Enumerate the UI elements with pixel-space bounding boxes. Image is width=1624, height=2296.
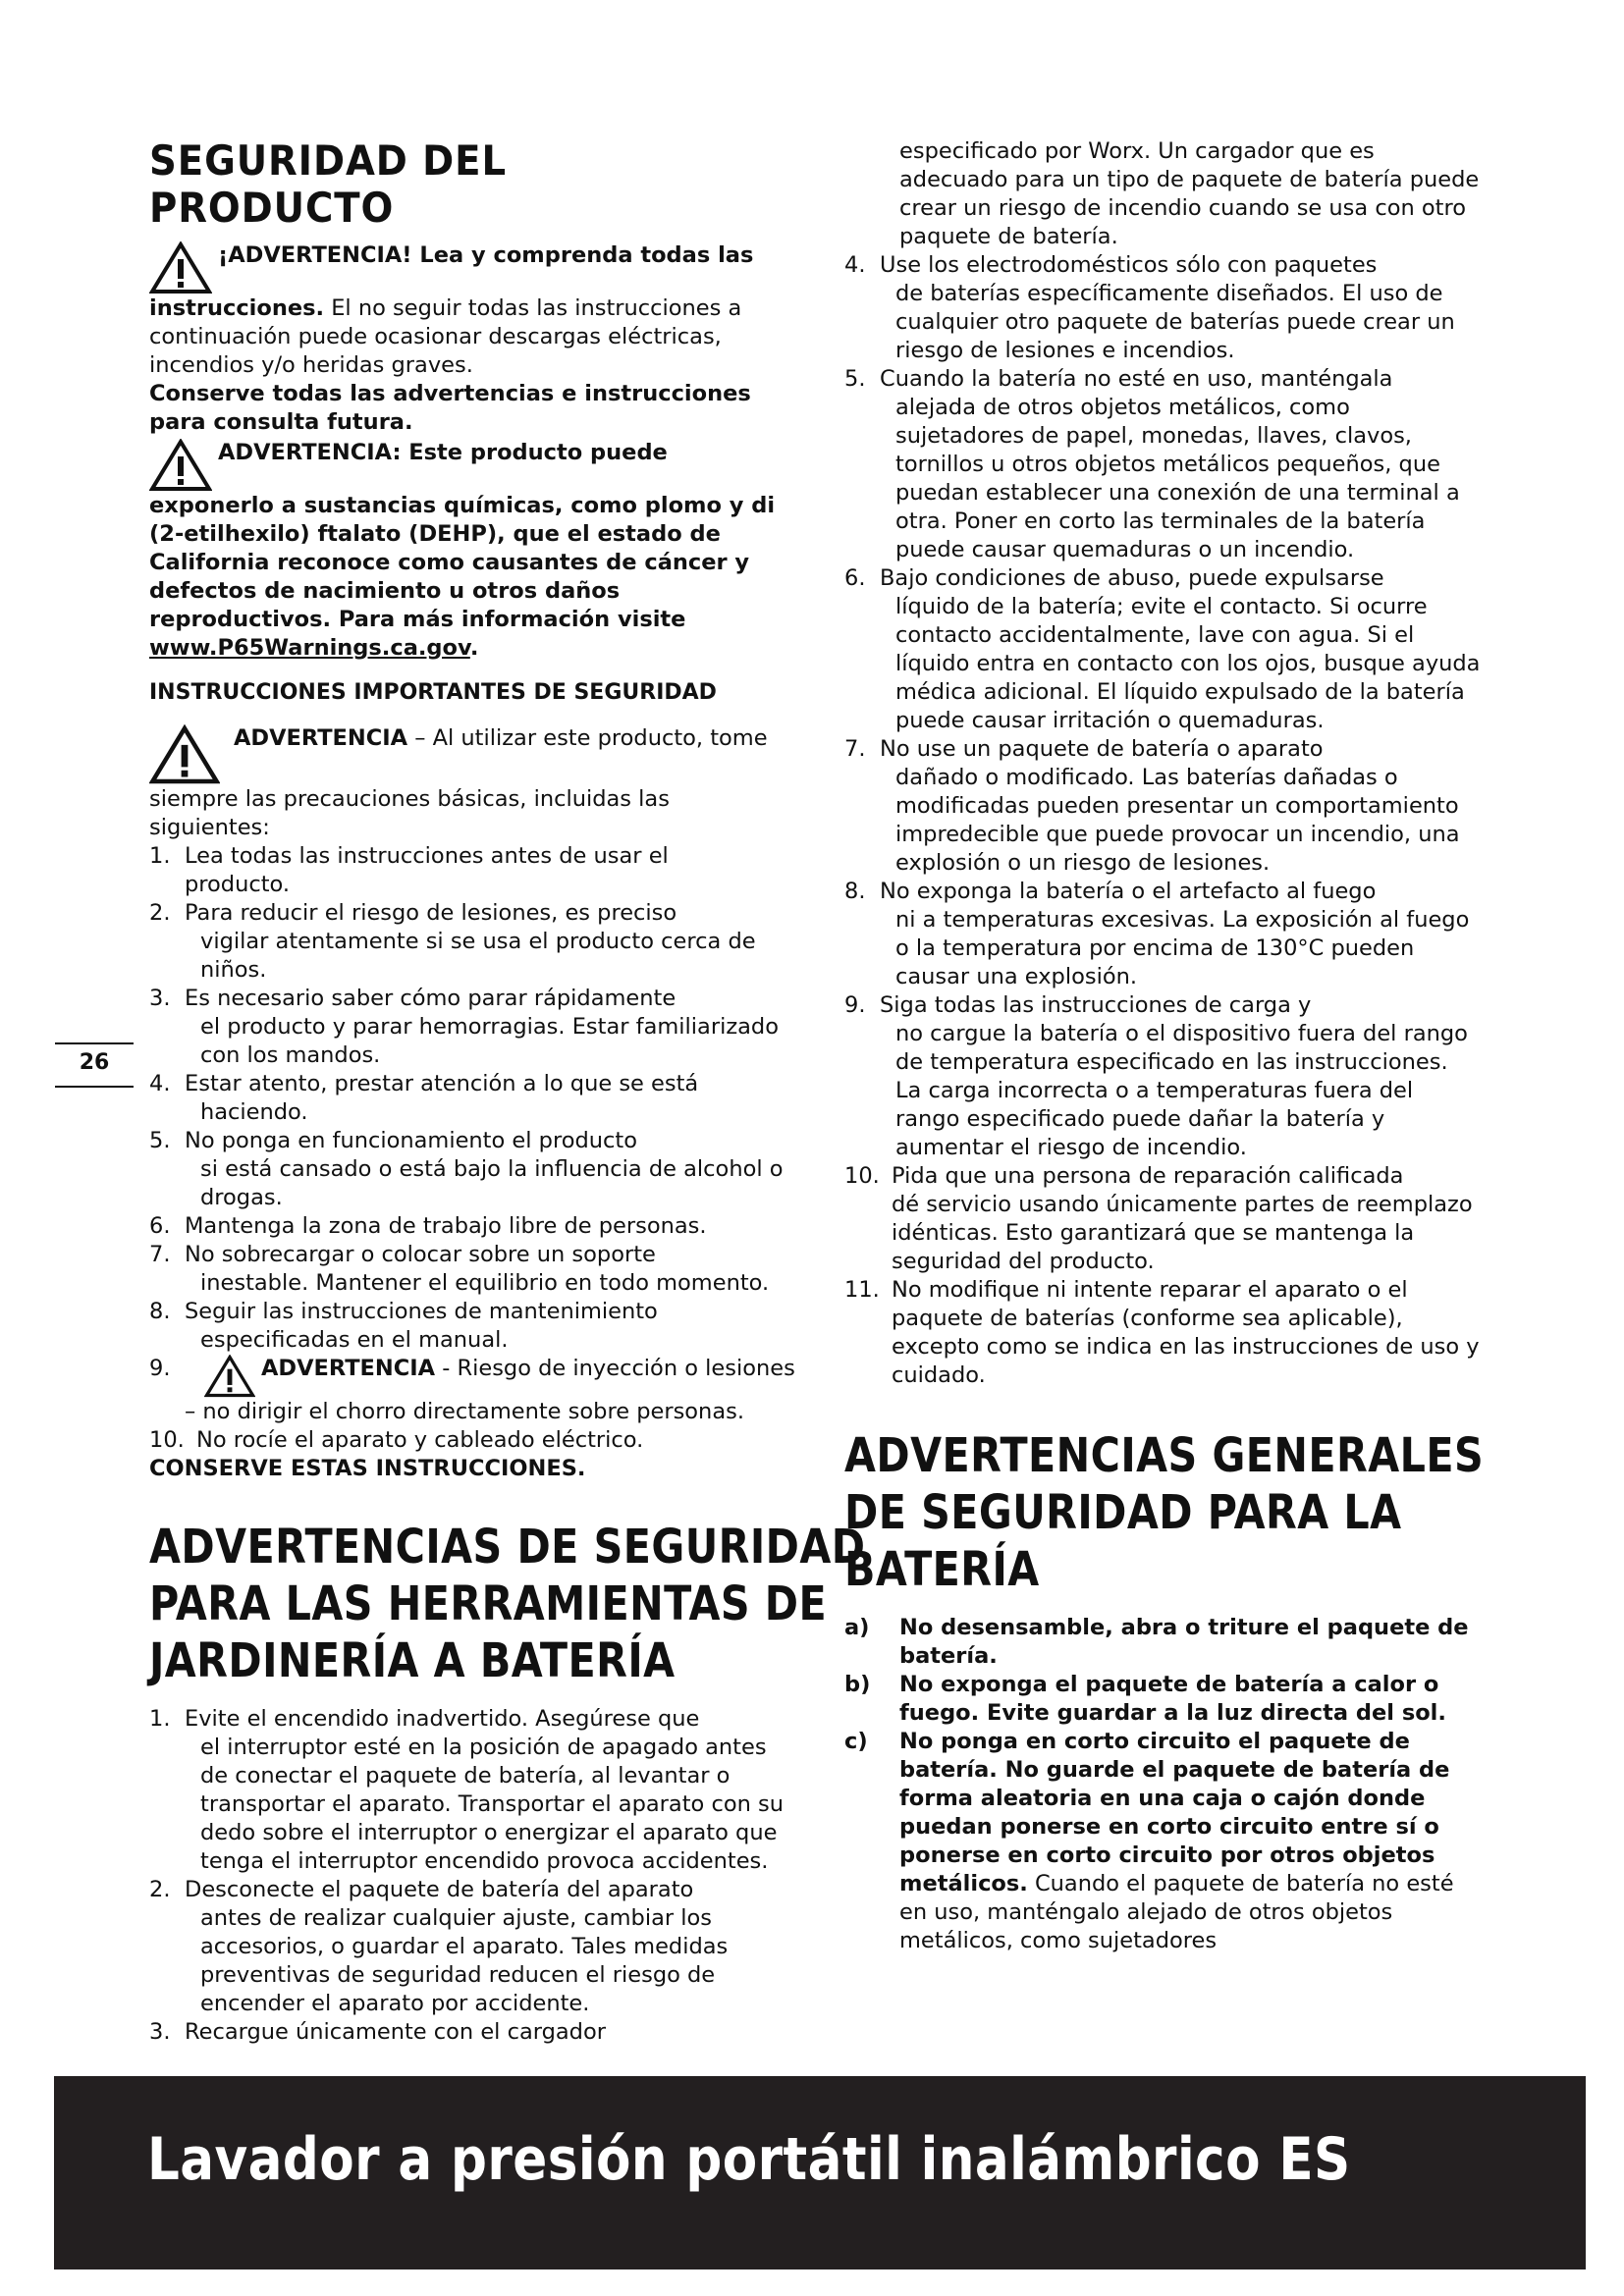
list-item: 3. Es necesario saber cómo parar rápidamente el producto y parar hemorragias. Estar familiarizado con los mandos.	[149, 986, 779, 1068]
list-item: 4. Use los electrodomésticos sólo con paquetes de baterías específicamente diseñados. El uso de cualquier otro paquete de baterías puede crear un riesgo de lesiones e incendios.	[844, 252, 1455, 363]
charger-continued-text: especificado por Worx. Un cargador que es adecuado para un tipo de paquete de batería puede crear un riesgo de incendio cuando se usa con otro paquete de batería.	[899, 138, 1480, 249]
p65-link[interactable]: www.P65Warnings.ca.gov	[149, 635, 470, 661]
warning-triangle-icon	[149, 241, 212, 294]
list-item: 10. No rocíe el aparato y cableado eléctrico.	[149, 1427, 644, 1453]
section-title-product-safety: SEGURIDAD DEL PRODUCTO	[149, 136, 508, 232]
list-item: 2. Desconecte el paquete de batería del aparato antes de realizar cualquier ajuste, cambiar los accesorios, o guardar el aparato. Tales medidas preventivas de seguridad reducen el riesgo de encender el aparato por accidente.	[149, 1877, 729, 2016]
page-number: 26	[79, 1050, 110, 1075]
safety-instructions-list	[149, 842, 795, 1455]
warning-basic-precautions: ADVERTENCIA – Al utilizar este producto, tome siempre las precauciones básicas, incluidas las siguientes:	[149, 725, 768, 840]
list-item: 1. Lea todas las instrucciones antes de usar el producto.	[149, 843, 669, 897]
battery-safety-list	[844, 251, 1481, 1390]
page-number-rule-bottom	[55, 1086, 134, 1088]
list-item: 7. No use un paquete de batería o aparato dañado o modificado. Las baterías dañadas o modificadas pueden presentar un comportamiento impredecible que puede provocar un incendio, una explosión o un riesgo de lesiones.	[844, 736, 1460, 876]
list-item: 11. No modifique ni intente reparar el aparato o el paquete de baterías (conforme sea aplicable), excepto como se indica en las instrucciones de uso y cuidado.	[844, 1277, 1480, 1388]
right-column	[844, 137, 1485, 1955]
warning-prop65: ADVERTENCIA: Este producto puede exponerlo a sustancias químicas, como plomo y di (2-etilhexilo) ftalato (DEHP), que el estado de California reconoce como causantes de cáncer y defectos de nacimiento u otros daños reproductivos. Para más información visite www.P65Warnings.ca.gov.	[149, 440, 776, 661]
list-item: 1. Evite el encendido inadvertido. Asegúrese que el interruptor esté en la posición de apagado antes de conectar el paquete de batería, al levantar o transportar el aparato. Transportar el aparato con su dedo sobre el interruptor o energizar el aparato que tenga el interruptor encendido provoca accidentes.	[149, 1706, 784, 1874]
section-title-garden-tools: ADVERTENCIAS DE SEGURIDAD PARA LAS HERRAMIENTAS DE JARDINERÍA A BATERÍA	[149, 1520, 866, 1688]
warning-read-instructions: ¡ADVERTENCIA! Lea y comprenda todas las instrucciones. El no seguir todas las instrucciones a continuación puede ocasionar descargas eléctricas, incendios y/o heridas graves.	[149, 242, 754, 378]
left-column	[149, 136, 866, 2047]
list-item: 10. Pida que una persona de reparación calificada dé servicio usando únicamente partes de reemplazo idénticas. Esto garantizará que se mantenga la seguridad del producto.	[844, 1163, 1473, 1274]
list-item: 9. ADVERTENCIA - Riesgo de inyección o lesiones – no dirigir el chorro directamente sobre personas.	[149, 1356, 795, 1424]
list-item: 8. No exponga la batería o el artefacto al fuego ni a temperaturas excesivas. La exposición al fuego o la temperatura por encima de 130°C pueden causar una explosión.	[844, 879, 1470, 989]
list-item: 9. Siga todas las instrucciones de carga y no cargue la batería o el dispositivo fuera del rango de temperatura especificado en las instrucciones. La carga incorrecta o a temperaturas fuera del rango especificado puede dañar la batería y aumentar el riesgo de incendio.	[844, 992, 1468, 1160]
section-title-battery-warnings: ADVERTENCIAS GENERALES DE SEGURIDAD PARA LA BATERÍA	[844, 1428, 1485, 1597]
list-item: 7. No sobrecargar o colocar sobre un soporte inestable. Mantener el equilibrio en todo momento.	[149, 1242, 770, 1296]
battery-warnings-list	[844, 1614, 1481, 1955]
warning-triangle-icon	[204, 1355, 255, 1398]
list-item: a) No desensamble, abra o triture el paquete de batería.	[844, 1615, 1469, 1669]
list-item: 5. Cuando la batería no esté en uso, manténgala alejada de otros objetos metálicos, como sujetadores de papel, monedas, llaves, clavos, tornillos u otros objetos metálicos pequeños, que puedan establecer una conexión de una terminal a otra. Poner en corto las terminales de la batería puede causar quemaduras o un incendio.	[844, 366, 1460, 562]
page-number-rule-top	[55, 1042, 134, 1044]
list-item: c) No ponga en corto circuito el paquete de batería. No guarde el paquete de batería de forma aleatoria en una caja o cajón donde puedan ponerse en corto circuito entre sí o ponerse en corto circuito por otros objetos metálicos. Cuando el paquete de batería no esté en uso, manténgalo alejado de otros objetos metálicos, como sujetadores	[844, 1729, 1454, 1953]
list-item: b) No exponga el paquete de batería a calor o fuego. Evite guardar a la luz directa del sol.	[844, 1672, 1446, 1726]
list-item: 4. Estar atento, prestar atención a lo que se está haciendo.	[149, 1071, 699, 1125]
keep-instructions-note: CONSERVE ESTAS INSTRUCCIONES.	[149, 1456, 586, 1481]
warning-triangle-icon	[149, 724, 220, 785]
subheading-important-instructions: INSTRUCCIONES IMPORTANTES DE SEGURIDAD	[149, 680, 717, 705]
footer-banner	[54, 2076, 1586, 2269]
list-item: 3. Recargue únicamente con el cargador	[149, 2019, 606, 2045]
product-title-footer: Lavador a presión portátil inalámbrico ES	[147, 2125, 1351, 2194]
garden-tools-list	[149, 1705, 795, 2047]
keep-warnings-note: Conserve todas las advertencias e instrucciones para consulta futura.	[149, 381, 751, 435]
list-item: 5. No ponga en funcionamiento el producto si está cansado o está bajo la influencia de alcohol o drogas.	[149, 1128, 784, 1210]
warning-triangle-icon	[149, 439, 212, 492]
list-item: 8. Seguir las instrucciones de mantenimiento especificadas en el manual.	[149, 1299, 658, 1353]
list-item: 6. Mantenga la zona de trabajo libre de personas.	[149, 1213, 707, 1239]
list-item: 2. Para reducir el riesgo de lesiones, es preciso vigilar atentamente si se usa el producto cerca de niños.	[149, 900, 756, 983]
list-item: 6. Bajo condiciones de abuso, puede expulsarse líquido de la batería; evite el contacto. Si ocurre contacto accidentalmente, lave con agua. Si el líquido entra en contacto con los ojos, busque ayuda médica adicional. El líquido expulsado de la batería puede causar irritación o quemaduras.	[844, 565, 1481, 733]
